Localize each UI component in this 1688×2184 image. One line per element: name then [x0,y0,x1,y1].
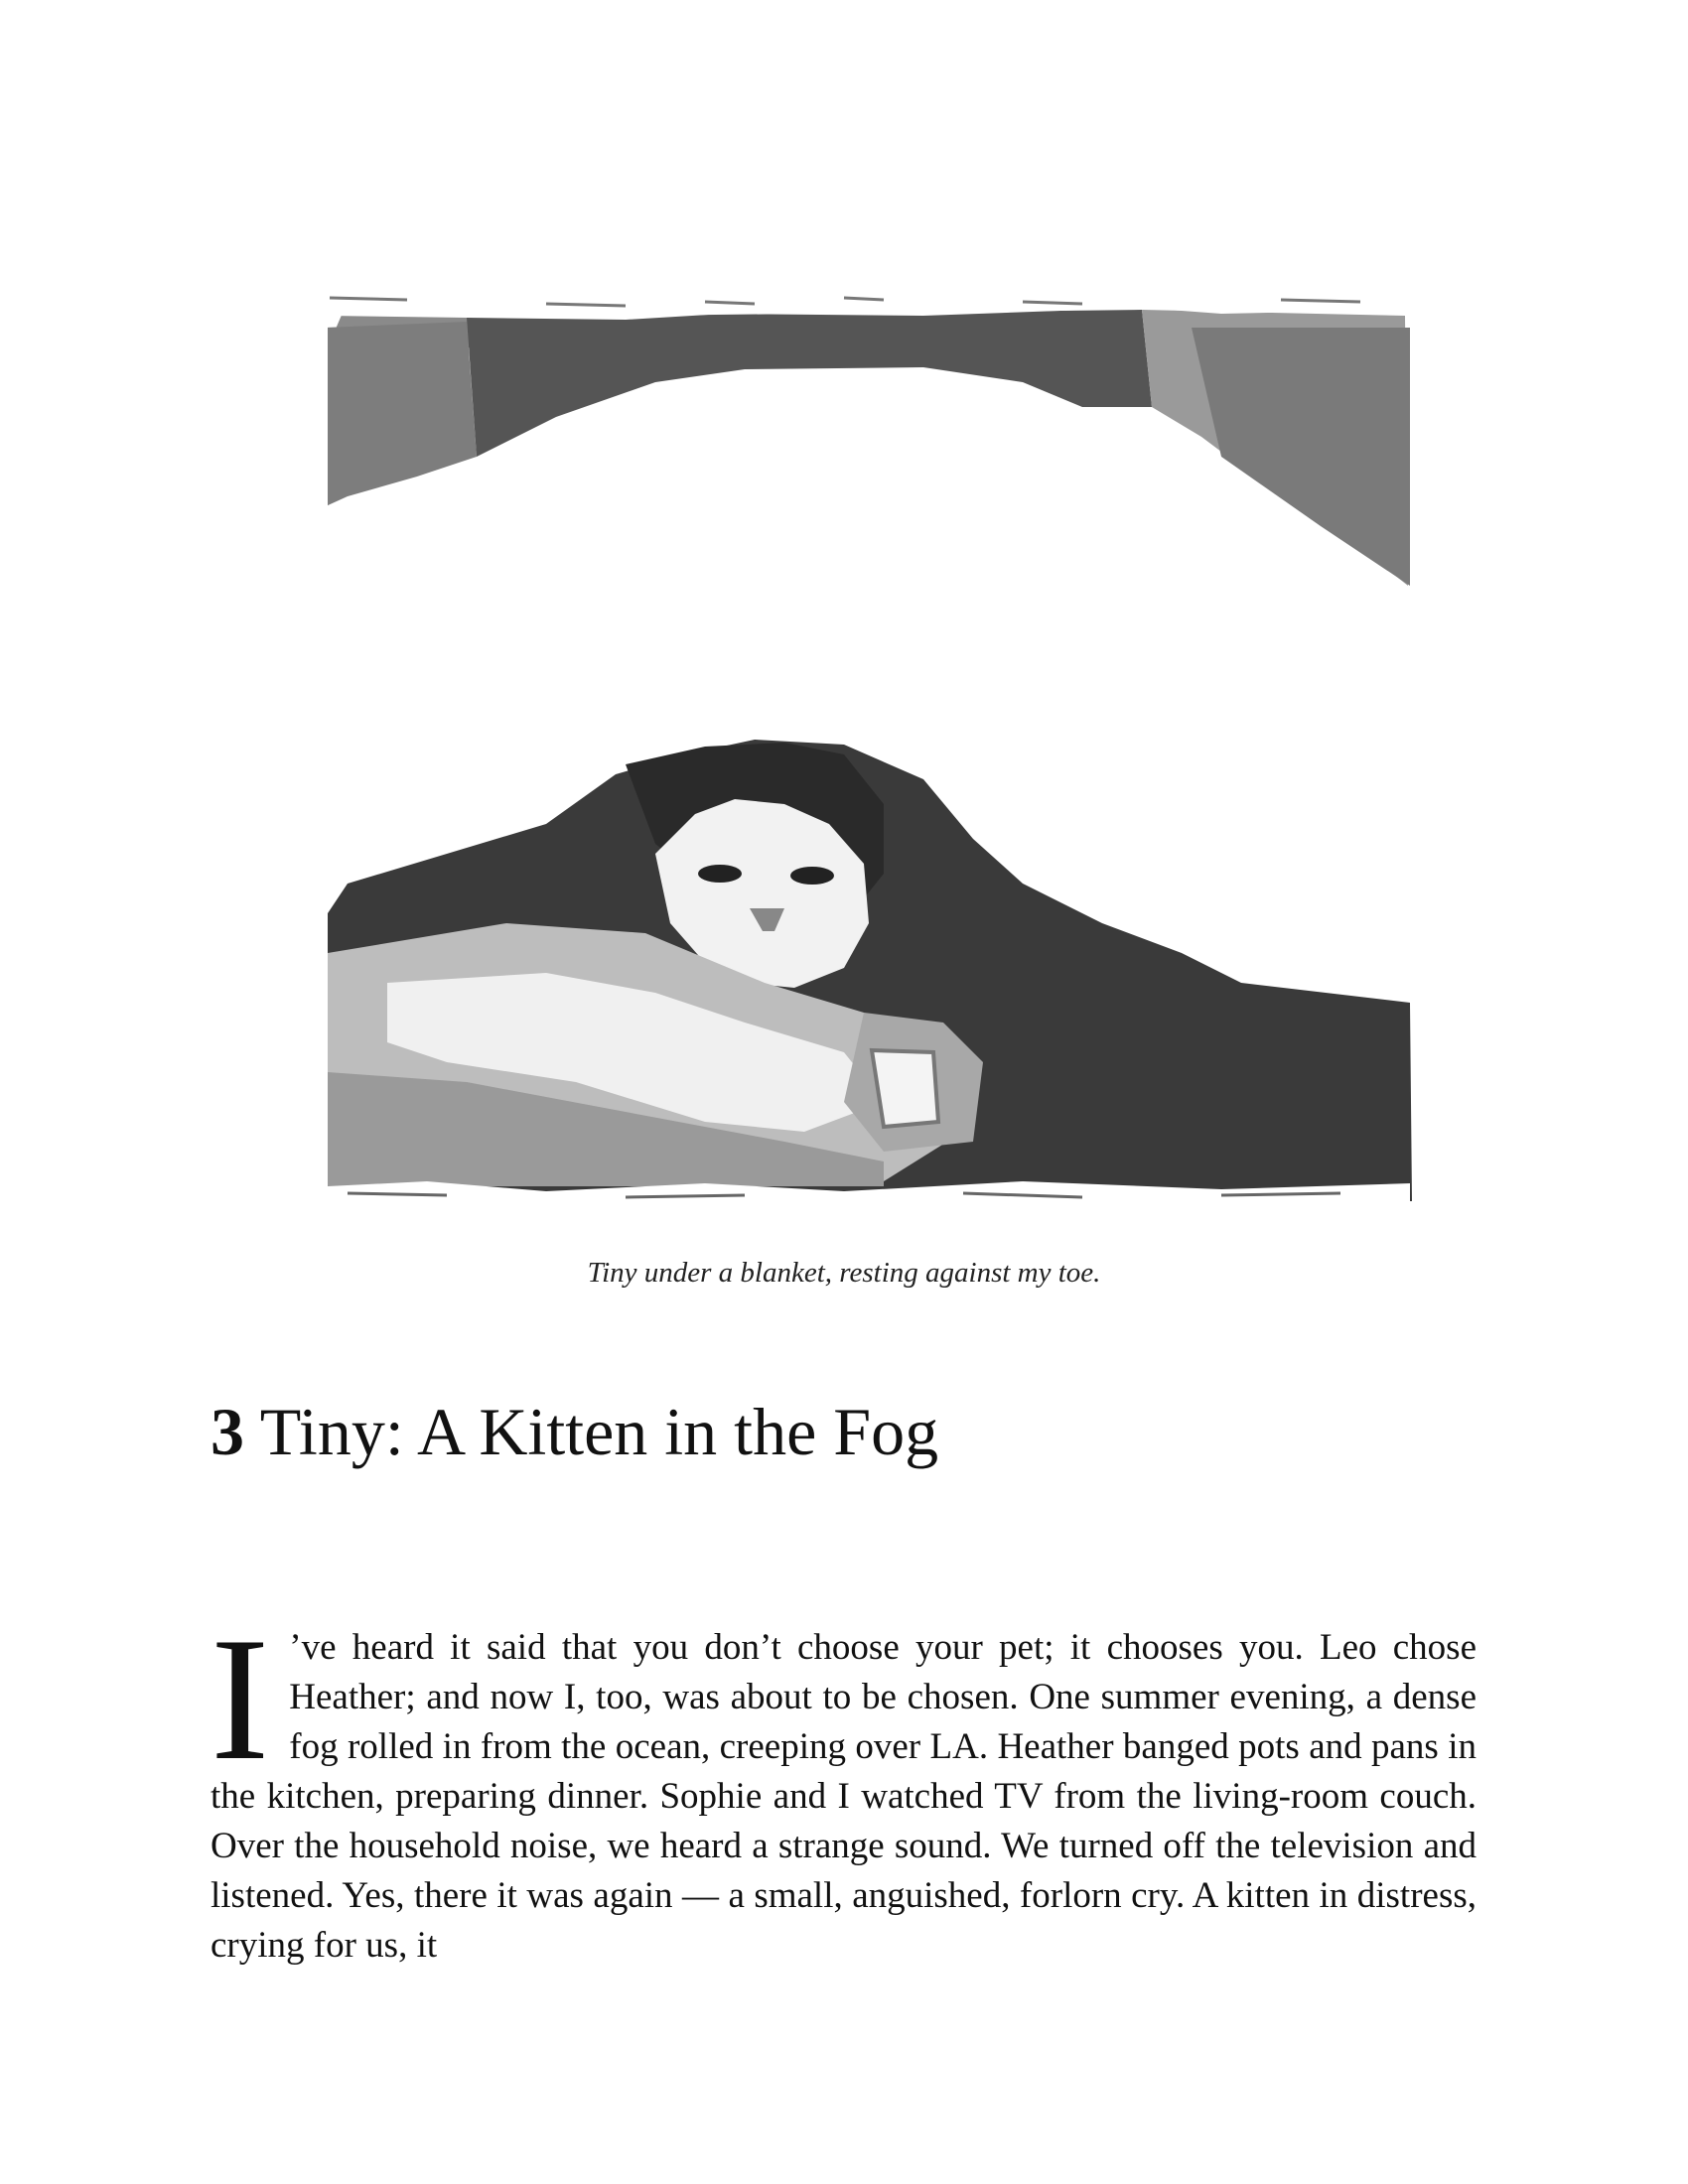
chapter-number: 3 [211,1394,244,1469]
body-paragraph [211,1600,1477,1971]
blanket-top-band [328,288,1410,586]
paragraph-text: ’ve heard it said that you don’t choose your pet; it chooses you. Leo chose Heather; and now I, too, was about to be chosen. One summer evening, a dense fog rolled in from the ocean, creeping over LA. Heather banged pots and pans in the kitchen, preparing dinner. Sophie and I watched TV from the living-room couch. Over the household noise, we heard a strange sound. We turned off the television and listened. Yes, there it was again — a small, anguished, forlorn cry. A kitten in distress, crying for us, it [211,1627,1477,1966]
drop-cap: I [211,1600,270,1797]
chapter-title-text: Tiny: A Kitten in the Fog [259,1394,939,1469]
figure-caption: Tiny under a blanket, resting against my toe. [587,1257,1101,1289]
chapter-title [211,1394,939,1469]
kitten-scene [328,740,1412,1201]
kitten-under-blanket-illustration [328,288,1420,1201]
